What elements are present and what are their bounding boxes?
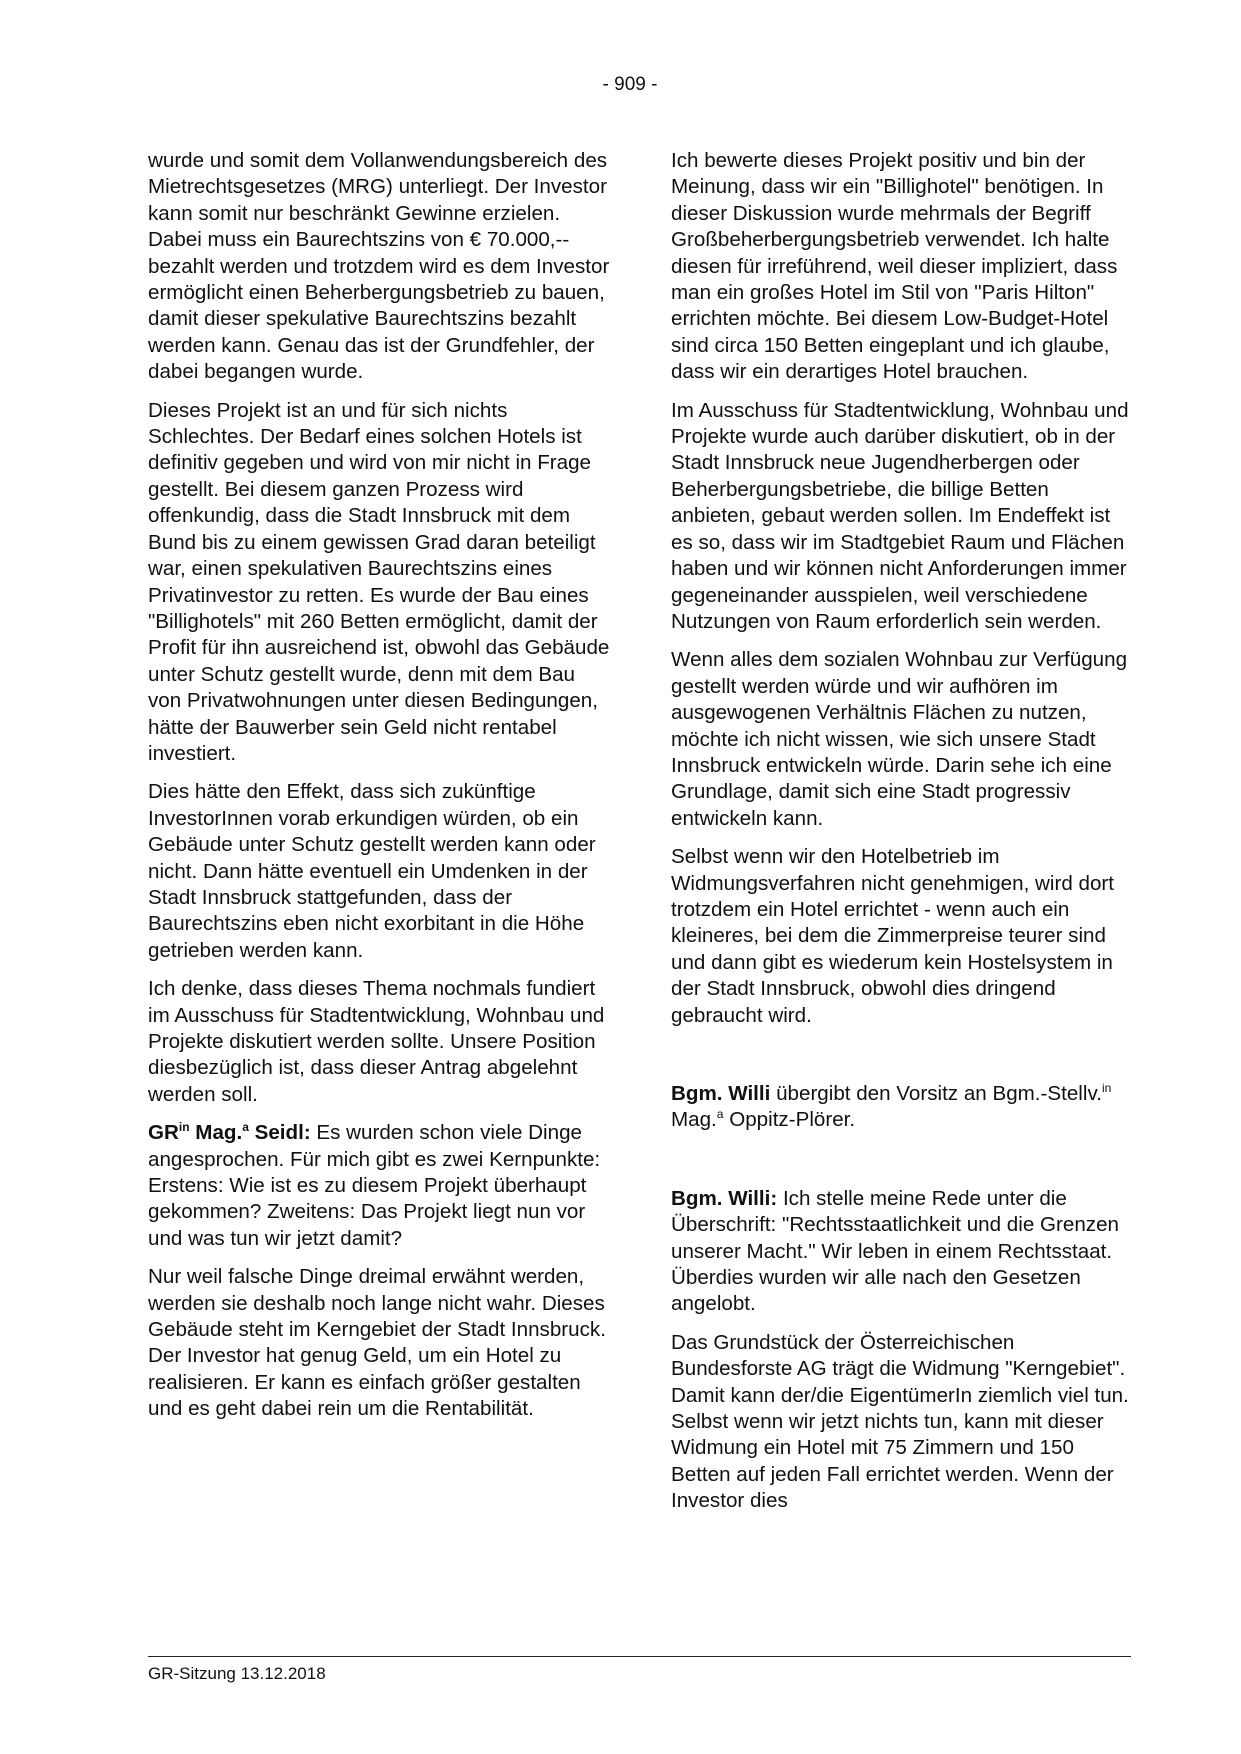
speech-text: Ich stelle meine Rede unter die Überschrift: "Rechtsstaatlichkeit und die Grenzen unserer Macht." Wir leben in einem Rechtsstaat. Überdies wurden wir alle nach den Gesetzen angelobt. [671, 1186, 1119, 1316]
paragraph: Ich denke, dass dieses Thema nochmals fundiert im Ausschuss für Stadtentwicklung, Wohnbau und Projekte diskutiert werden sollte. Unsere Position diesbezüglich ist, dass dieser Antrag abgelehnt werden soll. [148, 977, 605, 1106]
right-column [671, 148, 1133, 1527]
paragraph: Selbst wenn wir den Hotelbetrieb im Widmungsverfahren nicht genehmigen, wird dort trotzdem ein Hotel errichtet - wenn auch ein kleineres, bei dem die Zimmerpreise teurer sind und dann gibt es wiederum kein Hostelsystem in der Stadt Innsbruck, obwohl dies dringend gebraucht wird. [671, 845, 1114, 1027]
paragraph: Ich bewerte dieses Projekt positiv und bin der Meinung, dass wir ein "Billighotel" benötigen. In dieser Diskussion wurde mehrmals der Begriff Großbeherbergungsbetrieb verwendet. Ich halte diesen für irreführend, weil dieser impliziert, dass man ein großes Hotel im Stil von "Paris Hilton" errichten möchte. Bei diesem Low-Budget-Hotel sind circa 150 Betten eingeplant und ich glaube, dass wir ein derartiges Hotel brauchen. [671, 149, 1118, 384]
paragraph: Dies hätte den Effekt, dass sich zukünftige InvestorInnen vorab erkundigen würden, ob ein Gebäude unter Schutz gestellt werden kann oder nicht. Dann hätte eventuell ein Umdenken in der Stadt Innsbruck stattgefunden, dass der Baurechtszins eben nicht exorbitant in die Höhe getrieben werden kann. [148, 780, 596, 962]
footer-session-date: GR-Sitzung 13.12.2018 [148, 1664, 326, 1683]
speech-paragraph [671, 1186, 1133, 1318]
paragraph: Das Grundstück der Österreichischen Bundesforste AG trägt die Widmung "Kerngebiet". Damit kann der/die EigentümerIn ziemlich viel tun. Selbst wenn wir jetzt nichts tun, kann mit dieser Widmung ein Hotel mit 75 Zimmern und 150 Betten auf jeden Fall errichtet werden. Wenn der Investor dies [671, 1330, 1129, 1513]
paragraph: Dieses Projekt ist an und für sich nichts Schlechtes. Der Bedarf eines solchen Hotels ist definitiv gegeben und wird von mir nicht in Frage gestellt. Bei diesem ganzen Prozess wird offenkundig, dass die Stadt Innsbruck mit dem Bund bis zu einem gewissen Grad daran beteiligt war, einen spekulativen Baurechtszins eines Privatinvestor zu retten. Es wurde der Bau eines "Billighotels" mit 260 Betten ermöglicht, damit der Profit für ihn ausreichend ist, obwohl das Gebäude unter Schutz gestellt wurde, denn mit dem Bau von Privatwohnungen unter diesen Bedingungen, hätte der Bauwerber sein Geld nicht rentabel investiert. [148, 398, 610, 765]
chair-handover-note: Bgm. Willi übergibt den Vorsitz an Bgm.-Stellv.$^{in}$ Mag.$^a$ Oppitz-Plörer. [671, 1081, 1112, 1132]
footer-divider [148, 1656, 1131, 1657]
speech-paragraph [148, 1120, 610, 1252]
page-number: - 909 - [602, 74, 658, 95]
paragraph: Nur weil falsche Dinge dreimal erwähnt werden, werden sie deshalb noch lange nicht wahr. Dieses Gebäude steht im Kerngebiet der Stadt Innsbruck. Der Investor hat genug Geld, um ein Hotel zu realisieren. Er kann es einfach größer gestalten und es geht dabei rein um die Rentabilität. [148, 1265, 606, 1421]
paragraph: wurde und somit dem Vollanwendungsbereich des Mietrechtsgesetzes (MRG) unterliegt. Der Investor kann somit nur beschränkt Gewinne erzielen. Dabei muss ein Baurechtszins von € 70.000,-- bezahlt werden und trotzdem wird es dem Investor ermöglicht einen Beherbergungsbetrieb zu bauen, damit dieser spekulative Baurechtszins bezahlt werden kann. Genau das ist der Grundfehler, der dabei begangen wurde. [148, 149, 610, 384]
left-column [148, 148, 610, 1435]
paragraph: Im Ausschuss für Stadtentwicklung, Wohnbau und Projekte wurde auch darüber diskutiert, ob in der Stadt Innsbruck neue Jugendherbergen oder Beherbergungsbetriebe, die billige Betten anbieten, gebaut werden sollen. Im Endeffekt ist es so, dass wir im Stadtgebiet Raum und Flächen haben und wir können nicht Anforderungen immer gegeneinander ausspielen, weil verschiedene Nutzungen von Raum erforderlich sein werden. [671, 398, 1129, 633]
speech-text: Es wurden schon viele Dinge angesprochen. Für mich gibt es zwei Kernpunkte: Erstens: Wie ist es zu diesem Projekt überhaupt gekommen? Zweitens: Das Projekt liegt nun vor und was tun wir jetzt damit? [148, 1121, 601, 1250]
speaker-name: Bgm. Willi: [671, 1186, 778, 1210]
paragraph: Wenn alles dem sozialen Wohnbau zur Verfügung gestellt werden würde und wir aufhören im ausgewogenen Verhältnis Flächen zu nutzen, möchte ich nicht wissen, wie sich unsere Stadt Innsbruck entwickeln würde. Darin sehe ich eine Grundlage, damit sich eine Stadt progressiv entwickeln kann. [671, 648, 1128, 830]
speaker-name: Bgm. Willi [671, 1082, 771, 1105]
speaker-name: $GR^{in}$ Mag.$^a$ Seidl: [148, 1120, 311, 1145]
